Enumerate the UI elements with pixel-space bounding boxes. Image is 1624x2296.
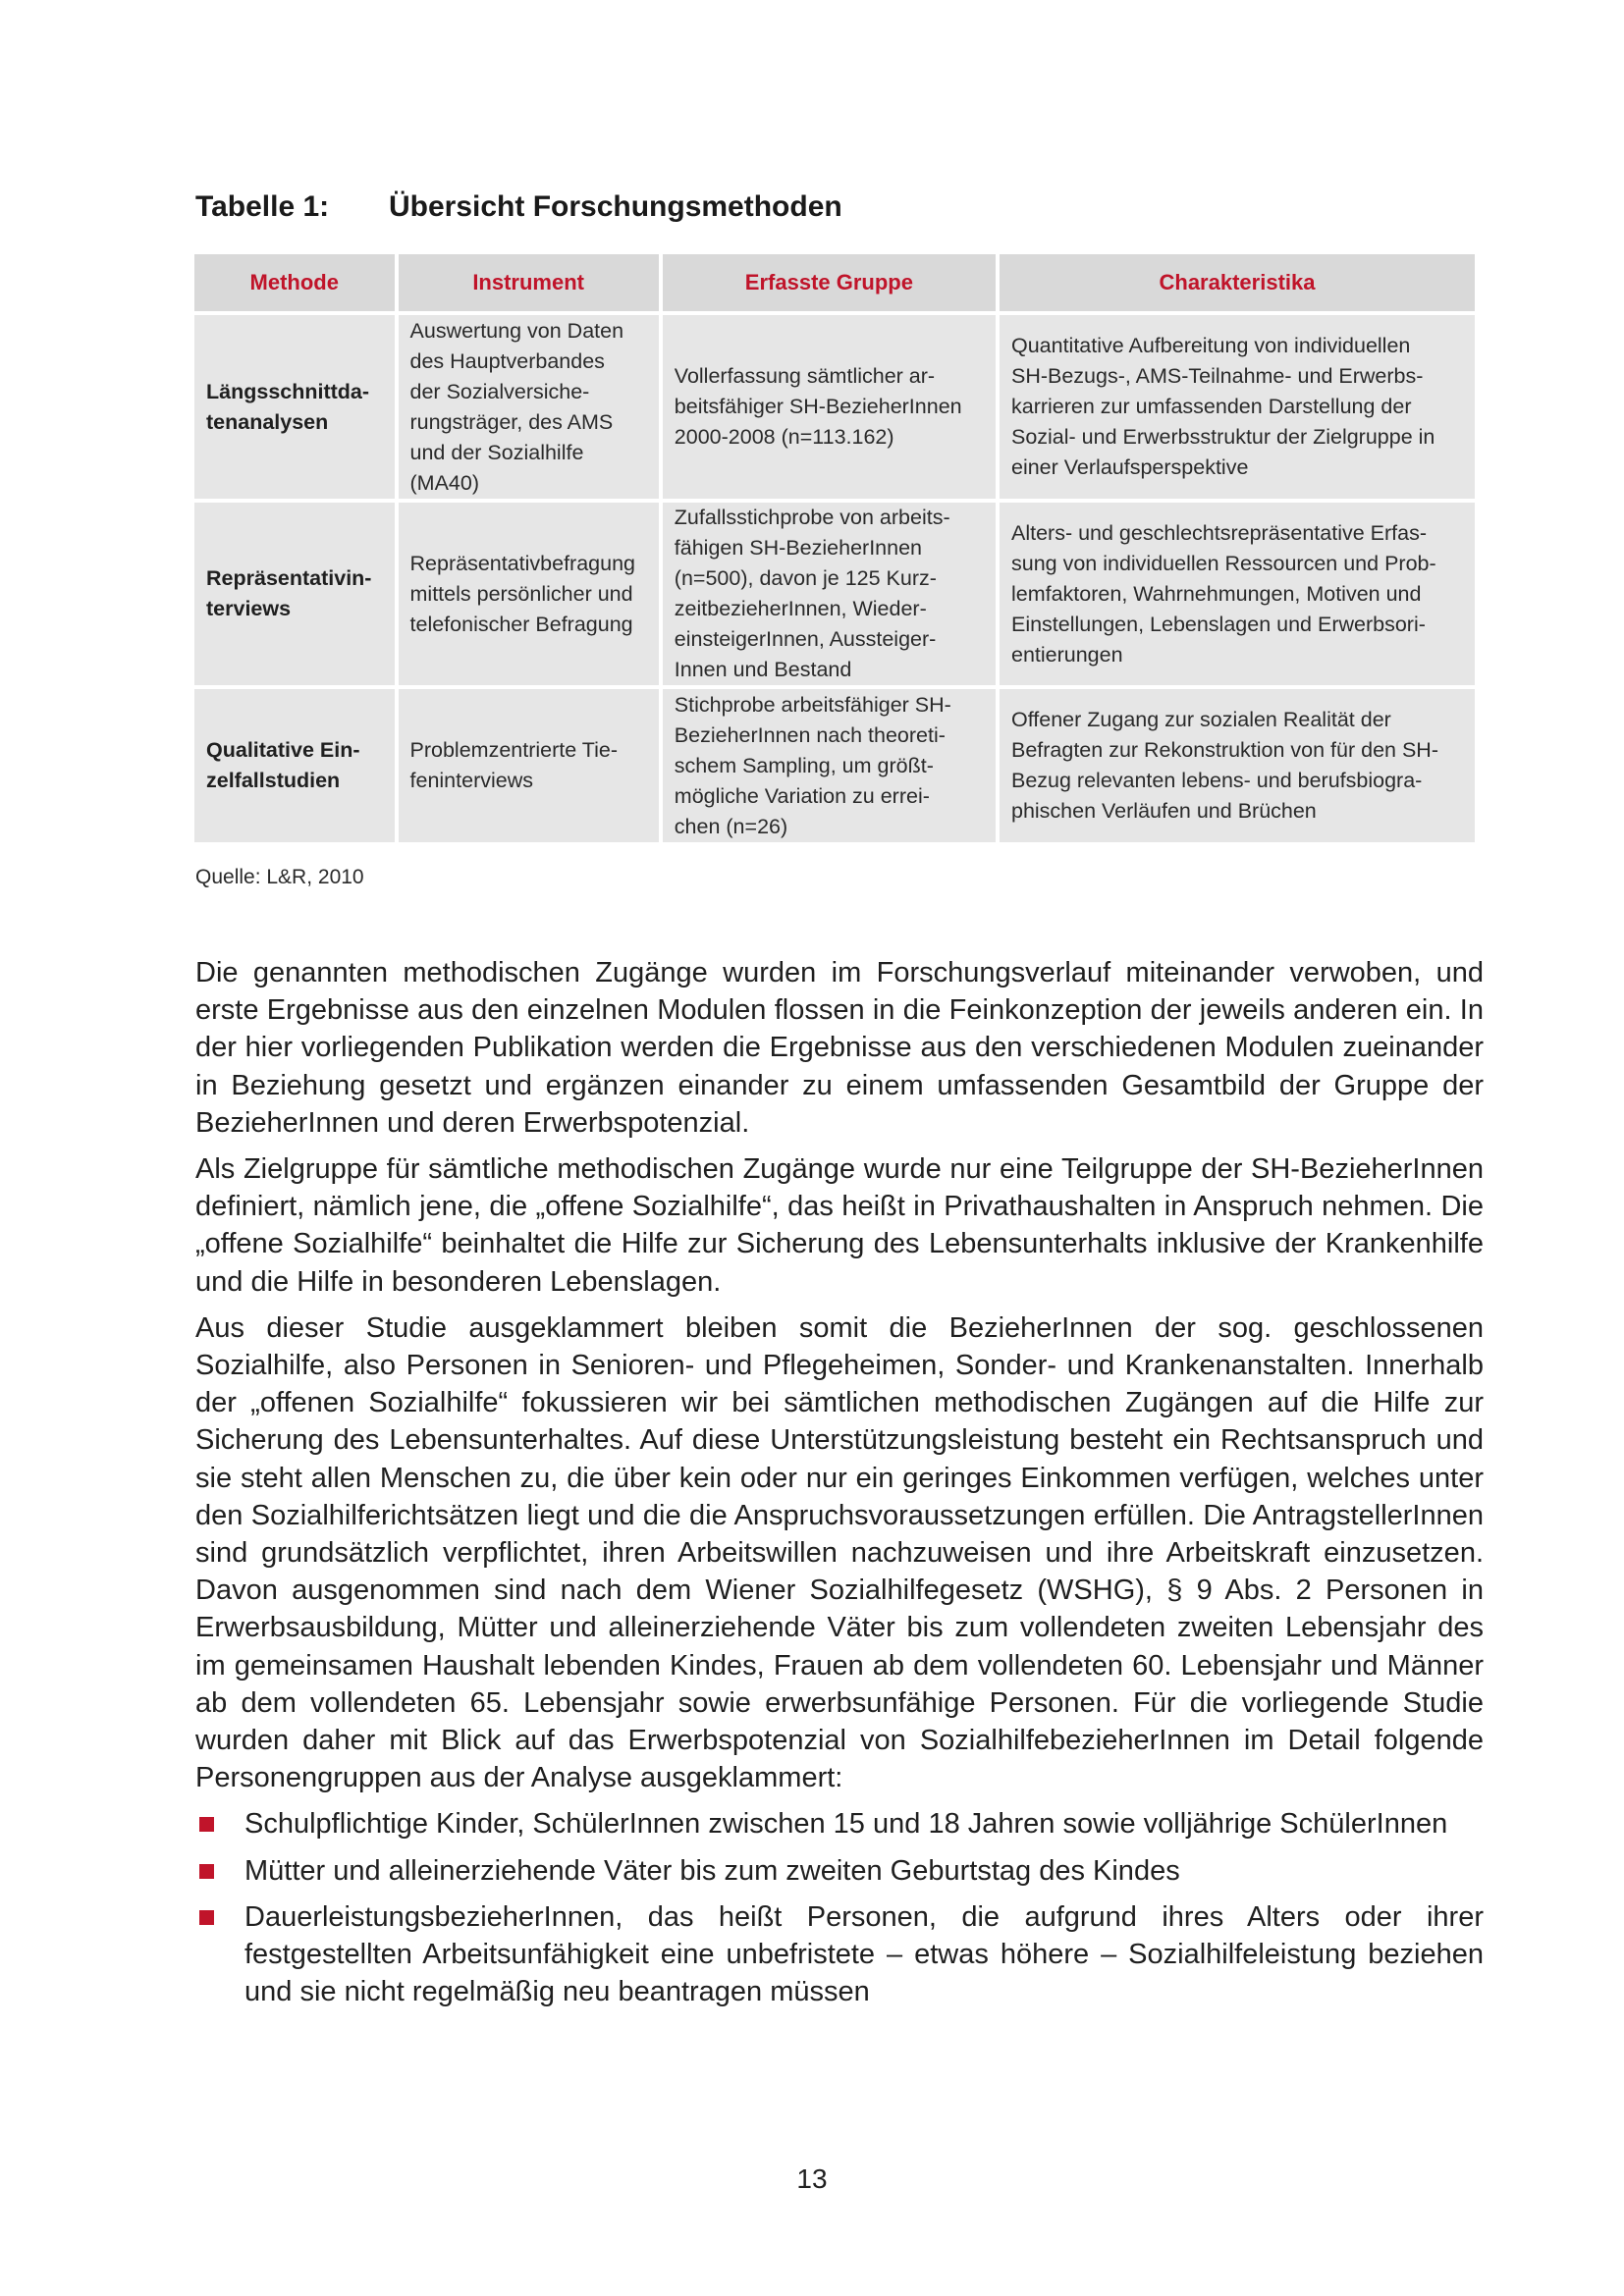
list-item [195,1852,1484,1890]
list-item [195,1898,1484,2011]
list-item-text: DauerleistungsbezieherInnen, das heißt Personen, die aufgrund ihres Alters oder ihrer festgestellten Arbeitsunfähigkeit eine unbefristete – etwas höhere – Sozialhilfeleistung beziehen und sie nicht regelmäßig neu beantragen müssen [244,1900,1484,2008]
list-item-text: Mütter und alleinerziehende Väter bis zum zweiten Geburtstag des Kindes [244,1854,1180,1887]
cell-instrument: Repräsentativbefragung mittels persönlicher und telefonischer Befragung [399,503,659,685]
cell-characteristics: Offener Zugang zur sozialen Realität der Befragten zur Rekonstruktion von für den SH- Bezug relevanten lebens- und berufsbiogra- phischen Verläufen und Brüchen [1000,689,1475,842]
cell-group: Zufallsstichprobe von arbeits- fähigen SH-BezieherInnen (n=500), davon je 125 Kurz- zeitbezieherInnen, Wieder- einsteigerInnen, Aussteiger- Innen und Bestand [663,503,996,685]
header-instrument: Instrument [399,254,659,311]
paragraph: Aus dieser Studie ausgeklammert bleiben somit die BezieherInnen der sog. geschlossenen Sozialhilfe, also Personen in Senioren- und Pflegeheimen, Sonder- und Krankenanstalten. Innerhalb der „offenen Sozialhilfe“ fokussieren wir bei sämtlichen methodischen Zugängen auf die Hilfe zur Sicherung des Lebensunterhaltes. Auf diese Unterstützungsleistung besteht ein Rechtsanspruch und sie steht allen Menschen zu, die über kein oder nur ein geringes Einkommen verfügen, welches unter den Sozialhilferichtsätzen liegt und die die Anspruchsvoraussetzungen erfüllen. Die AntragstellerInnen sind grundsätzlich verpflichtet, ihren Arbeitswillen nachzuweisen und ihre Arbeitskraft einzusetzen. Davon ausgenommen sind nach dem Wiener Sozialhilfegesetz (WSHG), § 9 Abs. 2 Personen in Erwerbsausbildung, Mütter und alleinerziehende Väter bis zum vollendeten zweiten Lebensjahr des im gemeinsamen Haushalt lebenden Kindes, Frauen ab dem vollendeten 60. Lebensjahr und Männer ab dem vollendeten 65. Lebensjahr sowie erwerbsunfähige Personen. Für die vorliegende Studie wurden daher mit Blick auf das Erwerbspotenzial von SozialhilfebezieherInnen im Detail folgende Personengruppen aus der Analyse ausgeklammert: [195,1311,1484,1794]
table-source: Quelle: L&R, 2010 [195,866,364,888]
table-caption [195,190,842,224]
cell-group: Stichprobe arbeitsfähiger SH- BezieherInnen nach theoreti- schem Sampling, um größt- mögliche Variation zu errei- chen (n=26) [663,689,996,842]
body-text [195,954,1484,2019]
table-row [194,689,1475,842]
bullet-list [195,1805,1484,2010]
cell-group: Vollerfassung sämtlicher ar- beitsfähiger SH-BezieherInnen 2000-2008 (n=113.162) [663,315,996,499]
list-item-text: Schulpflichtige Kinder, SchülerInnen zwischen 15 und 18 Jahren sowie volljährige SchülerInnen [244,1808,1448,1841]
cell-method: Längsschnittda- tenanalysen [194,315,395,499]
table-row [194,315,1475,499]
cell-characteristics: Alters- und geschlechtsrepräsentative Erfas- sung von individuellen Ressourcen und Prob- lemfaktoren, Wahrnehmungen, Motiven und Einstellungen, Lebenslagen und Erwerbsori- entierungen [1000,503,1475,685]
header-charakteristika: Charakteristika [1000,254,1475,311]
paragraph: Die genannten methodischen Zugänge wurden im Forschungsverlauf miteinander verwoben, und erste Ergebnisse aus den einzelnen Modulen flossen in die Feinkonzeption der jeweils anderen ein. In der hier vorliegenden Publikation werden die Ergebnisse aus den verschiedenen Modulen zueinander in Beziehung gesetzt und ergänzen einander zu einem umfassenden Gesamtbild der Gruppe der BezieherInnen und deren Erwerbspotenzial. [195,957,1484,1139]
page-number: 13 [796,2163,828,2194]
cell-method: Repräsentativin- terviews [194,503,395,685]
cell-instrument: Problemzentrierte Tie- feninterviews [399,689,659,842]
list-item [195,1805,1484,1842]
header-erfasste-gruppe: Erfasste Gruppe [663,254,996,311]
table-caption-title: Übersicht Forschungsmethoden [389,190,842,223]
paragraph: Als Zielgruppe für sämtliche methodischen Zugänge wurde nur eine Teilgruppe der SH-BezieherInnen definiert, nämlich jene, die „offene Sozialhilfe“, das heißt in Privathaushalten in Anspruch nehmen. Die „offene Sozialhilfe“ beinhaltet die Hilfe zur Sicherung des Lebensunterhalts inklusive der Krankenhilfe und die Hilfe in besonderen Lebenslagen. [195,1153,1484,1298]
header-methode: Methode [194,254,395,311]
bullet-square-icon [199,1817,214,1832]
table-caption-label: Tabelle 1: [195,190,330,223]
bullet-square-icon [199,1910,214,1925]
cell-instrument: Auswertung von Daten des Hauptverbandes der Sozialversiche- rungsträger, des AMS und der Sozialhilfe (MA40) [399,315,659,499]
cell-characteristics: Quantitative Aufbereitung von individuellen SH-Bezugs-, AMS-Teilnahme- und Erwerbs- karrieren zur umfassenden Darstellung der Sozial- und Erwerbsstruktur der Zielgruppe in einer Verlaufsperspektive [1000,315,1475,499]
bullet-square-icon [199,1864,214,1879]
table-row [194,503,1475,685]
methods-table [190,250,1479,846]
table-header-row [194,254,1475,311]
cell-method: Qualitative Ein- zelfallstudien [194,689,395,842]
